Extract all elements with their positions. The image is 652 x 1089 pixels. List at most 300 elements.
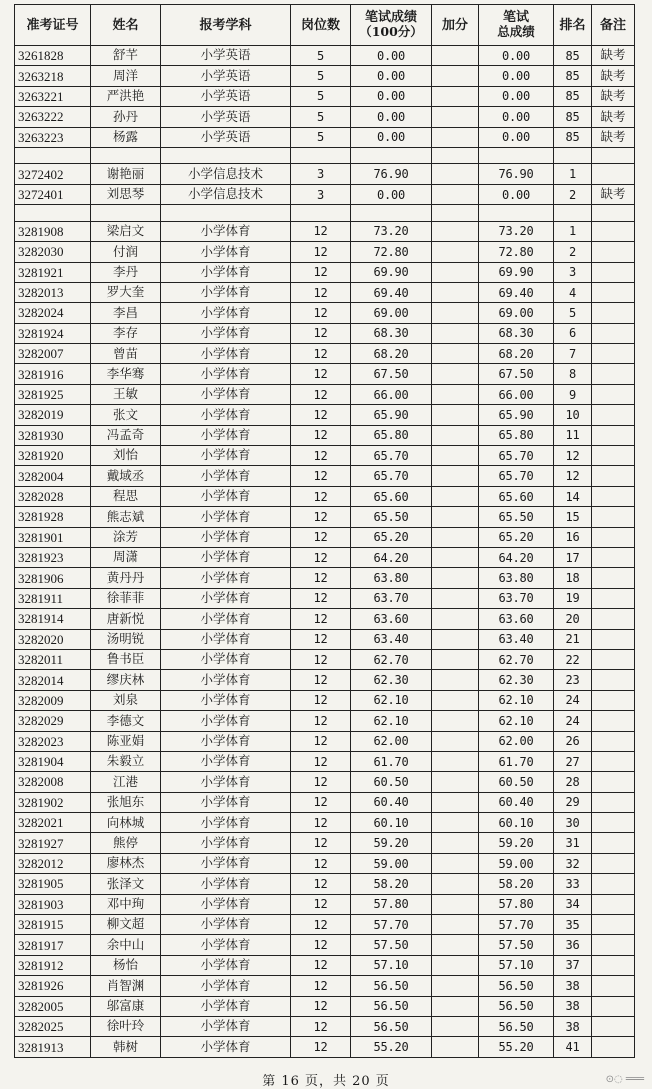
cell-positions: 12	[291, 731, 351, 751]
cell-positions: 12	[291, 690, 351, 710]
cell-rank: 18	[554, 568, 592, 588]
cell-bonus	[432, 894, 479, 914]
cell-note	[592, 405, 635, 425]
cell-exam-id: 3282025	[15, 1016, 91, 1036]
table-row	[15, 568, 635, 588]
cell-exam-id: 3281904	[15, 751, 91, 771]
cell-total-score: 68.20	[479, 344, 554, 364]
cell-note	[592, 772, 635, 792]
table-row	[15, 486, 635, 506]
cell-name: 黄丹丹	[91, 568, 161, 588]
cell-subject: 小学体育	[161, 1037, 291, 1057]
cell-name: 韩树	[91, 1037, 161, 1057]
cell-rank: 41	[554, 1037, 592, 1057]
table-row	[15, 955, 635, 975]
cell-rank: 27	[554, 751, 592, 771]
cell-subject: 小学体育	[161, 731, 291, 751]
cell-total-score: 69.40	[479, 282, 554, 302]
cell-name: 邓中珣	[91, 894, 161, 914]
cell-bonus	[432, 690, 479, 710]
cell-exam-id: 3281917	[15, 935, 91, 955]
cell-exam-id: 3281915	[15, 915, 91, 935]
table-row	[15, 813, 635, 833]
cell-written-score: 65.80	[351, 425, 432, 445]
cell-total-score: 65.70	[479, 446, 554, 466]
cell-bonus	[432, 1037, 479, 1057]
cell-bonus	[432, 670, 479, 690]
header-total-score	[479, 5, 554, 46]
cell-written-score: 62.00	[351, 731, 432, 751]
cell-total-score: 65.70	[479, 466, 554, 486]
cell-subject: 小学体育	[161, 242, 291, 262]
cell-name: 徐叶玲	[91, 1016, 161, 1036]
cell-exam-id: 3282019	[15, 405, 91, 425]
cell-name: 鲁书臣	[91, 649, 161, 669]
cell-positions: 12	[291, 364, 351, 384]
cell-positions: 12	[291, 547, 351, 567]
cell-total-score: 62.00	[479, 731, 554, 751]
cell-exam-id: 3272402	[15, 164, 91, 184]
cell-total-score: 60.10	[479, 813, 554, 833]
table-row	[15, 384, 635, 404]
cell-name: 邬富康	[91, 996, 161, 1016]
cell-bonus	[432, 164, 479, 184]
cell-subject: 小学体育	[161, 344, 291, 364]
header-total-score-line1: 笔试	[502, 10, 529, 26]
cell-written-score: 64.20	[351, 547, 432, 567]
table-row	[15, 1016, 635, 1036]
cell-bonus	[432, 66, 479, 86]
table-row	[15, 853, 635, 873]
cell-note	[592, 955, 635, 975]
cell-subject: 小学体育	[161, 547, 291, 567]
cell-rank: 21	[554, 629, 592, 649]
cell-total-score: 76.90	[479, 164, 554, 184]
header-rank: 排名	[554, 5, 592, 46]
cell-rank: 19	[554, 588, 592, 608]
separator-cell	[479, 205, 554, 222]
cell-written-score: 58.20	[351, 874, 432, 894]
table-row	[15, 364, 635, 384]
separator-cell	[291, 205, 351, 222]
cell-bonus	[432, 527, 479, 547]
cell-rank: 4	[554, 282, 592, 302]
cell-bonus	[432, 813, 479, 833]
table-row	[15, 1037, 635, 1057]
header-row	[15, 5, 635, 46]
cell-note	[592, 915, 635, 935]
cell-bonus	[432, 184, 479, 204]
cell-positions: 12	[291, 282, 351, 302]
cell-note	[592, 568, 635, 588]
cell-total-score: 56.50	[479, 996, 554, 1016]
cell-name: 王敏	[91, 384, 161, 404]
cell-exam-id: 3282029	[15, 711, 91, 731]
cell-rank: 85	[554, 127, 592, 147]
cell-exam-id: 3282005	[15, 996, 91, 1016]
cell-note: 缺考	[592, 86, 635, 106]
cell-subject: 小学体育	[161, 915, 291, 935]
cell-positions: 12	[291, 853, 351, 873]
cell-subject: 小学体育	[161, 649, 291, 669]
cell-name: 冯孟奇	[91, 425, 161, 445]
cell-note	[592, 221, 635, 241]
cell-rank: 2	[554, 184, 592, 204]
page-footer: 第 16 页，共 20 页	[262, 1074, 390, 1089]
table-row	[15, 107, 635, 127]
cell-written-score: 62.10	[351, 690, 432, 710]
separator-row	[15, 147, 635, 164]
cell-rank: 24	[554, 711, 592, 731]
cell-name: 李存	[91, 323, 161, 343]
cell-subject: 小学体育	[161, 976, 291, 996]
cell-written-score: 73.20	[351, 221, 432, 241]
cell-exam-id: 3281924	[15, 323, 91, 343]
separator-cell	[291, 147, 351, 164]
cell-rank: 38	[554, 976, 592, 996]
table-row	[15, 127, 635, 147]
cell-note	[592, 364, 635, 384]
cell-positions: 12	[291, 1037, 351, 1057]
separator-cell	[592, 205, 635, 222]
cell-written-score: 65.90	[351, 405, 432, 425]
cell-positions: 12	[291, 568, 351, 588]
cell-subject: 小学体育	[161, 935, 291, 955]
cell-name: 刘怡	[91, 446, 161, 466]
separator-cell	[592, 147, 635, 164]
cell-bonus	[432, 588, 479, 608]
cell-note	[592, 853, 635, 873]
cell-written-score: 0.00	[351, 66, 432, 86]
cell-note	[592, 894, 635, 914]
cell-subject: 小学体育	[161, 751, 291, 771]
cell-written-score: 57.80	[351, 894, 432, 914]
cell-rank: 7	[554, 344, 592, 364]
table-row	[15, 323, 635, 343]
cell-exam-id: 3263221	[15, 86, 91, 106]
cell-bonus	[432, 649, 479, 669]
cell-note	[592, 751, 635, 771]
table-row	[15, 547, 635, 567]
cell-written-score: 69.00	[351, 303, 432, 323]
cell-bonus	[432, 833, 479, 853]
cell-exam-id: 3282024	[15, 303, 91, 323]
table-row	[15, 446, 635, 466]
cell-positions: 12	[291, 874, 351, 894]
cell-bonus	[432, 874, 479, 894]
cell-bonus	[432, 127, 479, 147]
cell-rank: 22	[554, 649, 592, 669]
cell-positions: 12	[291, 935, 351, 955]
cell-subject: 小学英语	[161, 66, 291, 86]
cell-total-score: 0.00	[479, 127, 554, 147]
table-row	[15, 242, 635, 262]
cell-rank: 35	[554, 915, 592, 935]
cell-written-score: 60.40	[351, 792, 432, 812]
cell-written-score: 76.90	[351, 164, 432, 184]
separator-cell	[432, 147, 479, 164]
table-row	[15, 66, 635, 86]
cell-subject: 小学体育	[161, 446, 291, 466]
cell-name: 李华骞	[91, 364, 161, 384]
header-subject: 报考学科	[161, 5, 291, 46]
cell-total-score: 59.20	[479, 833, 554, 853]
cell-subject: 小学体育	[161, 507, 291, 527]
cell-subject: 小学体育	[161, 568, 291, 588]
cell-written-score: 72.80	[351, 242, 432, 262]
cell-exam-id: 3263222	[15, 107, 91, 127]
cell-subject: 小学信息技术	[161, 184, 291, 204]
cell-note	[592, 507, 635, 527]
score-table	[14, 4, 635, 1058]
table-row	[15, 894, 635, 914]
cell-positions: 12	[291, 384, 351, 404]
cell-subject: 小学体育	[161, 323, 291, 343]
cell-total-score: 0.00	[479, 46, 554, 66]
cell-note	[592, 425, 635, 445]
cell-bonus	[432, 792, 479, 812]
cell-bonus	[432, 955, 479, 975]
cell-exam-id: 3281911	[15, 588, 91, 608]
cell-note	[592, 384, 635, 404]
cell-name: 戴域丞	[91, 466, 161, 486]
cell-exam-id: 3282021	[15, 813, 91, 833]
table-row	[15, 46, 635, 66]
table-row	[15, 507, 635, 527]
cell-subject: 小学英语	[161, 86, 291, 106]
cell-written-score: 62.10	[351, 711, 432, 731]
cell-subject: 小学体育	[161, 1016, 291, 1036]
separator-cell	[15, 147, 91, 164]
cell-positions: 12	[291, 772, 351, 792]
cell-written-score: 65.50	[351, 507, 432, 527]
cell-note	[592, 711, 635, 731]
cell-written-score: 68.30	[351, 323, 432, 343]
cell-total-score: 68.30	[479, 323, 554, 343]
cell-rank: 37	[554, 955, 592, 975]
cell-rank: 85	[554, 86, 592, 106]
cell-subject: 小学英语	[161, 127, 291, 147]
table-row	[15, 935, 635, 955]
cell-total-score: 63.40	[479, 629, 554, 649]
cell-rank: 33	[554, 874, 592, 894]
cell-note	[592, 242, 635, 262]
cell-name: 杨怡	[91, 955, 161, 975]
cell-total-score: 59.00	[479, 853, 554, 873]
cell-name: 李昌	[91, 303, 161, 323]
cell-bonus	[432, 221, 479, 241]
cell-rank: 85	[554, 107, 592, 127]
cell-exam-id: 3281908	[15, 221, 91, 241]
cell-exam-id: 3282028	[15, 486, 91, 506]
table-row	[15, 527, 635, 547]
cell-name: 廖林杰	[91, 853, 161, 873]
cell-total-score: 62.70	[479, 649, 554, 669]
separator-cell	[351, 147, 432, 164]
cell-note	[592, 649, 635, 669]
cell-total-score: 57.10	[479, 955, 554, 975]
cell-name: 程思	[91, 486, 161, 506]
cell-total-score: 0.00	[479, 107, 554, 127]
cell-written-score: 56.50	[351, 996, 432, 1016]
cell-positions: 12	[291, 446, 351, 466]
cell-name: 徐菲菲	[91, 588, 161, 608]
table-row	[15, 221, 635, 241]
table-row	[15, 425, 635, 445]
cell-written-score: 63.60	[351, 609, 432, 629]
separator-cell	[15, 205, 91, 222]
cell-written-score: 0.00	[351, 127, 432, 147]
cell-name: 向林城	[91, 813, 161, 833]
cell-note	[592, 588, 635, 608]
cell-exam-id: 3281923	[15, 547, 91, 567]
cell-positions: 12	[291, 833, 351, 853]
cell-exam-id: 3282013	[15, 282, 91, 302]
cell-positions: 12	[291, 976, 351, 996]
cell-bonus	[432, 751, 479, 771]
cell-positions: 12	[291, 303, 351, 323]
header-positions: 岗位数	[291, 5, 351, 46]
cell-positions: 12	[291, 242, 351, 262]
cell-rank: 15	[554, 507, 592, 527]
cell-exam-id: 3282012	[15, 853, 91, 873]
cell-written-score: 63.70	[351, 588, 432, 608]
cell-name: 柳文超	[91, 915, 161, 935]
cell-rank: 11	[554, 425, 592, 445]
cell-note	[592, 690, 635, 710]
cell-rank: 8	[554, 364, 592, 384]
cell-note	[592, 466, 635, 486]
cell-exam-id: 3281920	[15, 446, 91, 466]
cell-positions: 5	[291, 66, 351, 86]
cell-exam-id: 3282008	[15, 772, 91, 792]
header-written-score-line1: 笔试成绩	[364, 10, 417, 26]
cell-note	[592, 344, 635, 364]
table-row	[15, 670, 635, 690]
cell-bonus	[432, 242, 479, 262]
cell-name: 刘泉	[91, 690, 161, 710]
table-row	[15, 164, 635, 184]
cell-total-score: 73.20	[479, 221, 554, 241]
cell-rank: 24	[554, 690, 592, 710]
watermark-logo: ⊙◌ ═══	[605, 1074, 644, 1085]
table-row	[15, 976, 635, 996]
cell-total-score: 64.20	[479, 547, 554, 567]
cell-rank: 38	[554, 996, 592, 1016]
header-written-score-line2: （100分）	[359, 24, 423, 40]
cell-exam-id: 3282004	[15, 466, 91, 486]
cell-note	[592, 996, 635, 1016]
cell-total-score: 65.60	[479, 486, 554, 506]
cell-name: 张旭东	[91, 792, 161, 812]
cell-note: 缺考	[592, 127, 635, 147]
cell-subject: 小学体育	[161, 527, 291, 547]
cell-subject: 小学体育	[161, 609, 291, 629]
cell-total-score: 72.80	[479, 242, 554, 262]
cell-name: 江港	[91, 772, 161, 792]
cell-total-score: 0.00	[479, 86, 554, 106]
cell-note	[592, 813, 635, 833]
cell-positions: 12	[291, 996, 351, 1016]
cell-name: 周洋	[91, 66, 161, 86]
cell-written-score: 0.00	[351, 86, 432, 106]
cell-bonus	[432, 853, 479, 873]
cell-exam-id: 3281902	[15, 792, 91, 812]
cell-exam-id: 3281901	[15, 527, 91, 547]
cell-rank: 1	[554, 221, 592, 241]
cell-total-score: 69.90	[479, 262, 554, 282]
table-row	[15, 833, 635, 853]
cell-bonus	[432, 466, 479, 486]
cell-rank: 85	[554, 66, 592, 86]
cell-exam-id: 3281906	[15, 568, 91, 588]
cell-rank: 5	[554, 303, 592, 323]
cell-written-score: 68.20	[351, 344, 432, 364]
table-row	[15, 588, 635, 608]
cell-positions: 12	[291, 344, 351, 364]
cell-written-score: 56.50	[351, 976, 432, 996]
table-row	[15, 86, 635, 106]
cell-note	[592, 1037, 635, 1057]
cell-name: 舒芊	[91, 46, 161, 66]
cell-total-score: 0.00	[479, 66, 554, 86]
cell-bonus	[432, 507, 479, 527]
cell-note	[592, 874, 635, 894]
table-body	[15, 46, 635, 1058]
cell-note: 缺考	[592, 107, 635, 127]
cell-exam-id: 3281926	[15, 976, 91, 996]
cell-rank: 34	[554, 894, 592, 914]
table-row	[15, 711, 635, 731]
cell-subject: 小学体育	[161, 588, 291, 608]
cell-note	[592, 486, 635, 506]
cell-bonus	[432, 384, 479, 404]
cell-bonus	[432, 425, 479, 445]
cell-rank: 12	[554, 446, 592, 466]
cell-positions: 12	[291, 405, 351, 425]
cell-written-score: 57.70	[351, 915, 432, 935]
table-row	[15, 262, 635, 282]
cell-positions: 5	[291, 86, 351, 106]
cell-positions: 12	[291, 629, 351, 649]
cell-written-score: 65.70	[351, 446, 432, 466]
cell-note	[592, 1016, 635, 1036]
cell-name: 张泽文	[91, 874, 161, 894]
cell-subject: 小学体育	[161, 282, 291, 302]
cell-written-score: 62.30	[351, 670, 432, 690]
header-bonus: 加分	[432, 5, 479, 46]
cell-name: 熊停	[91, 833, 161, 853]
cell-note: 缺考	[592, 46, 635, 66]
cell-bonus	[432, 486, 479, 506]
cell-bonus	[432, 609, 479, 629]
cell-note	[592, 303, 635, 323]
cell-bonus	[432, 629, 479, 649]
cell-name: 孙丹	[91, 107, 161, 127]
cell-positions: 12	[291, 588, 351, 608]
table-row	[15, 649, 635, 669]
cell-rank: 31	[554, 833, 592, 853]
cell-written-score: 62.70	[351, 649, 432, 669]
table-row	[15, 282, 635, 302]
cell-total-score: 62.10	[479, 690, 554, 710]
cell-subject: 小学体育	[161, 772, 291, 792]
cell-total-score: 65.50	[479, 507, 554, 527]
cell-subject: 小学体育	[161, 955, 291, 975]
cell-bonus	[432, 323, 479, 343]
cell-written-score: 0.00	[351, 46, 432, 66]
cell-subject: 小学体育	[161, 221, 291, 241]
